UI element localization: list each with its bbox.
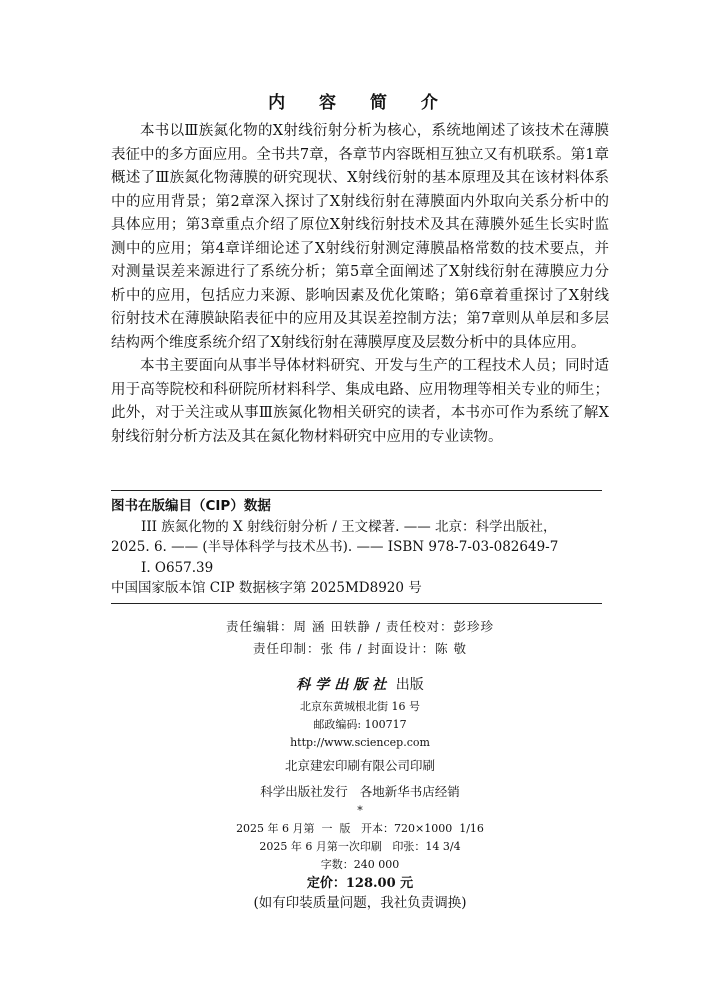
summary-paragraph-2: 本书主要面向从事半导体材料研究、开发与生产的工程技术人员；同时适用于高等院校和科研院所材料科学、集成电路、应用物理等相关专业的师生；此外，对于关注或从事Ⅲ族氮化物相关研究的读者，本书亦可作为系统了解X射线衍射分析方法及其在氮化物材料研究中应用的专业读物。 [111,358,609,445]
publisher-suffix: 出版 [395,677,424,693]
summary-paragraph-1: 本书以Ⅲ族氮化物的X射线衍射分析为核心，系统地阐述了该技术在薄膜表征中的多方面应用。全书共7章，各章节内容既相互独立又有机联系。第1章概述了Ⅲ族氮化物薄膜的研究现状、X射线衍射的基本原理及其在该材料体系中的应用背景；第2章深入探讨了X射线衍射在薄膜面内外取向关系分析中的具体应用；第3章重点介绍了原位X射线衍射技术及其在薄膜外延生长实时监测中的应用；第4章详细论述了X射线衍射测定薄膜晶格常数的技术要点，并对测量误差来源进行了系统分析；第5章全面阐述了X射线衍射在薄膜应力分析中的应用，包括应力来源、影响因素及优化策略；第6章着重探讨了X射线衍射技术在薄膜缺陷表征中的应用及其误差控制方法；第7章则从单层和多层结构两个维度系统介绍了X射线衍射在薄膜厚度及层数分析中的具体应用。 [111,123,609,351]
publisher-name: 科学出版社 [296,677,392,693]
separator-star: * [357,804,363,817]
content-summary [111,120,609,449]
word-count: 字数：240 000 [320,858,400,871]
cip-bottom-divider [111,603,602,604]
cip-heading: 图书在版编目（CIP）数据 [111,498,271,514]
staff-line-1: 责任编辑：周 涵 田轶静 / 责任校对：彭珍珍 [225,619,495,634]
page-title: 内 容 简 介 [268,93,452,113]
distribution-line: 科学出版社发行 各地新华书店经销 [260,784,460,799]
cip-line-2: 2025. 6. —— (半导体科学与技术丛书). —— ISBN 978-7-03-082649-7 [111,539,559,555]
cip-top-divider [111,490,602,491]
publisher-info [0,672,720,913]
cip-block [111,496,606,599]
staff-line-2: 责任印制：张 伟 / 封面设计：陈 敬 [252,641,468,656]
editorial-staff [0,616,720,660]
cip-line-1: III 族氮化物的 X 射线衍射分析 / 王文樑著. —— 北京：科学出版社， [141,518,557,535]
printing-line: 2025 年 6 月第一次印刷 印张：14 3/4 [259,840,461,853]
price: 定价：128.00 元 [306,876,414,891]
publisher-address: 北京东黄城根北街 16 号 [300,700,420,713]
edition-line: 2025 年 6 月第 一 版 开本：720×1000 1/16 [236,822,484,835]
cip-line-3: Ⅰ. O657.39 [141,559,214,576]
publisher-website: http://www.sciencep.com [290,736,430,749]
printer-line: 北京建宏印刷有限公司印刷 [284,758,435,773]
cip-line-4: 中国国家版本馆 CIP 数据核字第 2025MD8920 号 [111,580,422,596]
publisher-line [0,672,720,698]
publisher-postcode: 邮政编码: 100717 [313,718,407,731]
quality-note: (如有印装质量问题，我社负责调换) [253,895,467,911]
